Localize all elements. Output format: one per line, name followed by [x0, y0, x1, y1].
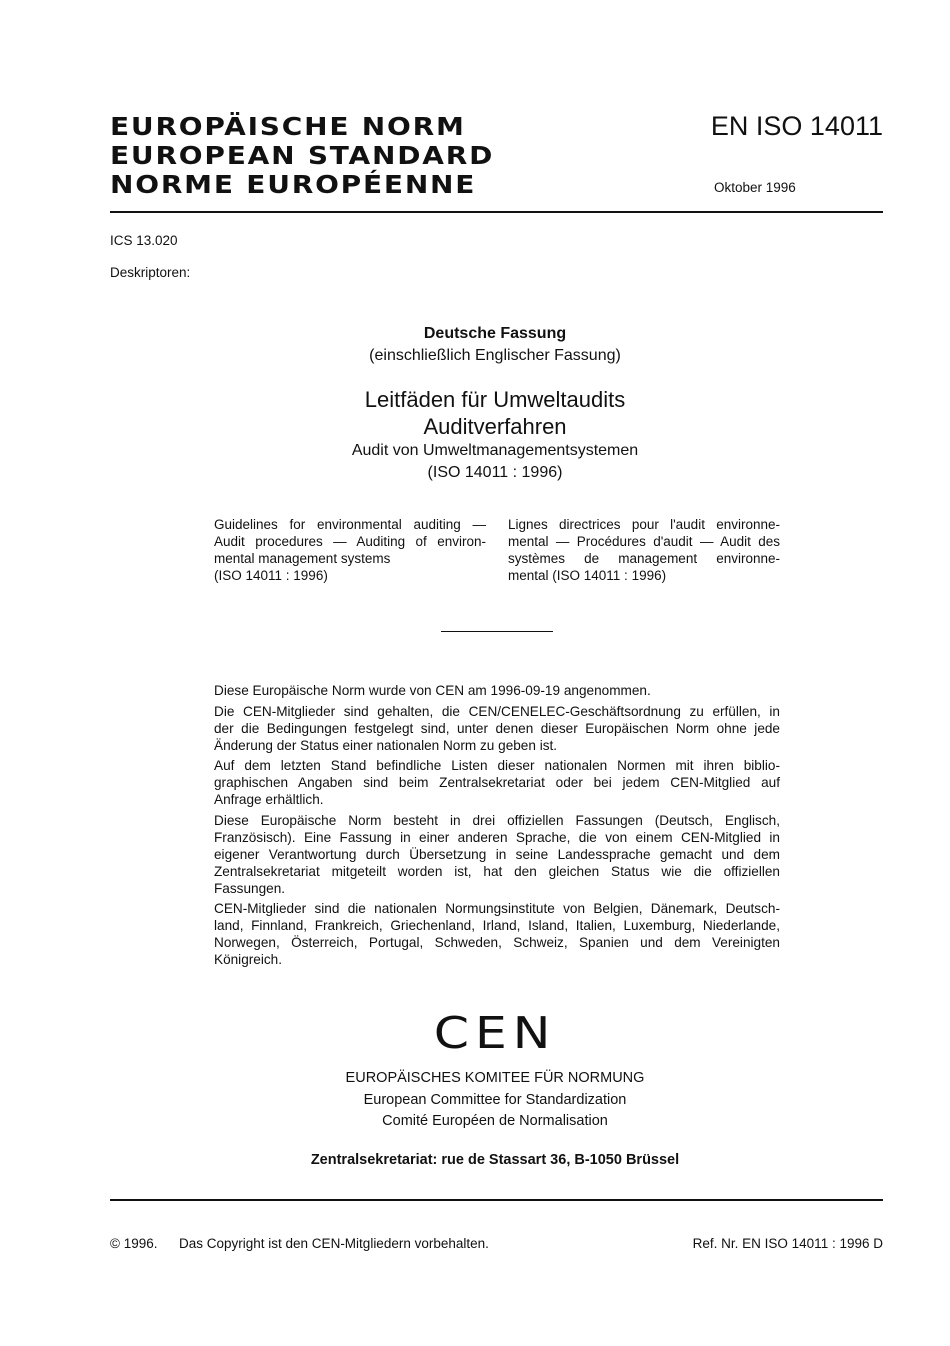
descriptors-label: Deskriptoren: [110, 265, 191, 280]
paragraph [214, 703, 780, 754]
text-line: Diese Europäische Norm wurde von CEN am 1996-09-19 angenommen. [214, 683, 651, 698]
org-address: Zentralsekretariat: rue de Stassart 36, B-1050 Brüssel [310, 1152, 680, 1168]
text-line: graphischen Angaben sind beim Zentralsekretariat oder bei jedem CEN-Mitglied auf [214, 775, 780, 790]
org-name-de: EUROPÄISCHES KOMITEE FÜR NORMUNG [345, 1070, 645, 1086]
org-name-en: European Committee for Standardization [363, 1092, 627, 1108]
org-name-fr: Comité Européen de Normalisation [382, 1113, 608, 1129]
copyright-note: Das Copyright ist den CEN-Mitgliedern vorbehalten. [179, 1236, 489, 1251]
body-text [214, 682, 780, 972]
text-line: mental (ISO 14011 : 1996) [508, 568, 667, 583]
paragraph [214, 900, 780, 968]
text-line: Königreich. [214, 952, 283, 967]
english-title [214, 517, 486, 585]
paragraph [214, 757, 780, 808]
text-line: Anfrage erhältlich. [214, 792, 324, 807]
text-line: Die CEN-Mitglieder sind gehalten, die CEN/CENELEC-Geschäftsordnung zu erfüllen, in [214, 703, 780, 719]
text-line: systèmes de management environne- [508, 551, 780, 566]
paragraph [214, 682, 780, 699]
document-reference: (ISO 14011 : 1996) [427, 464, 563, 481]
text-line: (ISO 14011 : 1996) [214, 568, 328, 583]
ics-code: ICS 13.020 [110, 233, 178, 248]
footer-rule [110, 1199, 883, 1201]
text-line: mental management systems [214, 551, 391, 566]
text-line: Fassungen. [214, 880, 286, 896]
text-line: CEN-Mitglieder sind die nationalen Normungsinstitute von Belgien, Dänemark, Deutsch- [214, 901, 780, 916]
copyright: © 1996. [110, 1236, 158, 1251]
text-line: Änderung der Status einer nationalen Norm zu geben ist. [214, 737, 558, 753]
text-line: eigener Verantwortung durch Übersetzung in seine Landessprache gemacht und dem [214, 846, 780, 862]
text-line: der die Bedingungen festgelegt sind, unter denen dieser Europäischen Norm ohne jede [214, 720, 780, 736]
version-label: Deutsche Fassung [423, 325, 567, 342]
document-title: Leitfäden für Umweltaudits [364, 387, 626, 412]
publication-date: Oktober 1996 [714, 180, 796, 195]
norm-title-fr: NORME EUROPÉENNE [110, 170, 477, 199]
text-line: Audit procedures — Auditing of environ- [214, 534, 486, 549]
text-line: land, Finnland, Frankreich, Griechenland, Irland, Island, Italien, Luxemburg, Niederlande, [214, 918, 780, 933]
paragraph [214, 812, 780, 897]
text-line: Zentralsekretariat mitgeteilt worden ist, hat den gleichen Status wie die offiziellen [214, 863, 780, 879]
cen-logo: CEN [433, 1008, 557, 1059]
norm-title-de: EUROPÄISCHE NORM [110, 112, 466, 141]
text-line: mental — Procédures d'audit — Audit des [508, 534, 780, 549]
text-line: Auf dem letzten Stand befindliche Listen dieser nationalen Normen mit ihren biblio- [214, 758, 780, 773]
text-line: Guidelines for environmental auditing — [214, 517, 486, 532]
standard-number: EN ISO 14011 [710, 111, 883, 141]
version-note: (einschließlich Englischer Fassung) [369, 347, 621, 364]
header-rule [110, 211, 883, 213]
norm-title-en: EUROPEAN STANDARD [110, 141, 495, 170]
reference-number: Ref. Nr. EN ISO 14011 : 1996 D [692, 1236, 883, 1251]
document-title-2: Auditverfahren [423, 414, 567, 439]
separator-rule [441, 631, 553, 632]
text-line: Französisch). Eine Fassung in einer anderen Sprache, die von einem CEN-Mitglied in [214, 829, 780, 845]
text-line: Diese Europäische Norm besteht in drei offiziellen Fassungen (Deutsch, Englisch, [214, 812, 780, 828]
text-line: Norwegen, Österreich, Portugal, Schweden, Schweiz, Spanien und dem Vereinigten [214, 935, 780, 950]
document-subtitle: Audit von Umweltmanagementsystemen [351, 442, 639, 459]
norm-titles [110, 112, 494, 199]
text-line: Lignes directrices pour l'audit environne- [508, 517, 780, 532]
french-title [508, 517, 780, 585]
